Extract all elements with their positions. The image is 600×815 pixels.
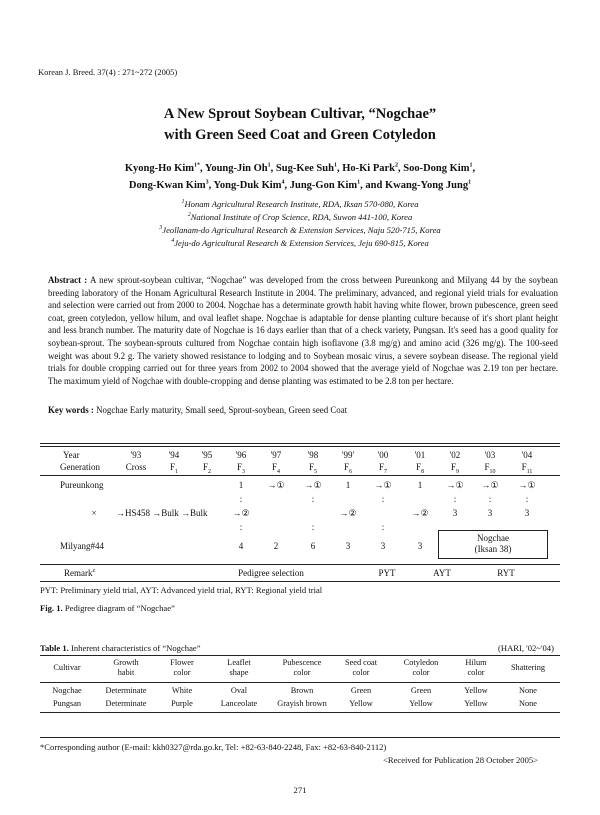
table-header-line: color xyxy=(173,668,191,677)
table-bottom-rule xyxy=(40,712,560,713)
author-affiliation-mark: 1 xyxy=(333,162,337,169)
table-cell: Brown xyxy=(290,686,314,695)
received-date: <Received for Publication 28 October 2005> xyxy=(383,755,539,765)
result-name: Nogchae xyxy=(477,533,509,543)
table-header-line: shape xyxy=(229,668,249,677)
paper-title-line-1: A New Sprout Soybean Cultivar, “Nogchae” xyxy=(163,106,437,122)
pedigree-top-rule xyxy=(40,443,560,444)
parent2-cell: 6 xyxy=(310,541,316,551)
author-affiliation-mark: 1* xyxy=(194,162,201,169)
author-affiliation-mark: 3 xyxy=(205,179,209,186)
table-header-line: Cultivar xyxy=(53,663,81,672)
author-separator: , xyxy=(270,163,276,174)
cross-row-cell: 3 xyxy=(487,508,493,518)
keywords-text: Nogchae Early maturity, Small seed, Sprout-soybean, Green seed Coat xyxy=(96,405,348,415)
table-cell: None xyxy=(519,699,537,708)
author-separator: , xyxy=(398,163,404,174)
table-cell: Green xyxy=(410,686,432,695)
author-separator: , xyxy=(336,163,343,174)
generation-cell: $F_{11}$ xyxy=(521,462,533,475)
colon-mark: : xyxy=(239,522,243,532)
year-cell: '93 xyxy=(130,450,142,460)
year-cell: '94 xyxy=(168,450,180,460)
generation-cell: $F_5$ xyxy=(308,462,317,475)
table-source: (HARI, '02~'04) xyxy=(498,643,554,653)
author-name: Soo-Dong Kim xyxy=(403,163,470,174)
table-cell: Purple xyxy=(171,699,193,708)
author-name: Kyong-Ho Kim xyxy=(124,163,195,174)
table-header-line: Growth xyxy=(113,658,139,667)
table-cell: Nogchae xyxy=(52,686,82,695)
author-affiliation-mark: 1 xyxy=(267,162,271,169)
abstract-label: Abstract : xyxy=(48,275,88,285)
cross-row-cell: →② xyxy=(411,508,429,518)
pedigree-bottom-rule xyxy=(40,581,560,582)
affiliation-3: $^3$Jeollanam-do Agricultural Research & Extension Services, Naju 520-715, Korea xyxy=(159,225,441,235)
table-header-line: Flower xyxy=(170,658,194,667)
affiliation-4: $^4$Jeju-do Agricultural Research & Extension Services, Jeju 690-815, Korea xyxy=(171,238,429,248)
pedigree-note: PYT: Preliminary yield trial, AYT: Advanced yield trial, RYT: Regional yield trial xyxy=(40,585,323,595)
generation-cell: $F_{10}$ xyxy=(484,462,496,475)
pedigree-remark-rule xyxy=(40,564,560,565)
author-affiliation-mark: 1 xyxy=(468,179,472,186)
year-cell: '00 xyxy=(377,450,389,460)
pedigree-header-rule xyxy=(40,475,560,476)
year-cell: '01 xyxy=(414,450,426,460)
abstract-text: A new sprout-soybean cultivar, “Nogchae” was developed from the cross between Pureunkong and Milyang 44 by the soybean breeding laboratory of the Honam Agricultural Research Institute in 2004. The preliminary, advanced, and regional yield trials for evaluation and selection were carried out from 2000 to 2004. Nogchae has a determinate growth habit having white flower, brown pubescence, green seed coat, green cotyledon, yellow hilum, and oval leaflet shape. Nogchae is adaptable for dense planting culture because of it's short plant height and less branch number. The maturity date of Nogchae is 16 days earlier than that of a check variety, Pungsan. It's seed has a good quality for soybean-sprout. The soybean-sprouts cultured from Nogchae contain high isoflavone (3.8 mg/g) and amino acid (326 mg/g). The 100-seed weight was about 9.2 g. The variety showed resistance to lodging and to Soybean mosaic virus, a severe soybean disease. The regional yield trials for double cropping carried out for three years from 2002 to 2004 showed that the average yield of Nogchae was 2.19 ton per hectare. The maximum yield of Nogchae with double-cropping and dense planting was estimated to be 2.8 ton per hectare. xyxy=(48,275,558,386)
generation-cell: $F_7$ xyxy=(378,462,387,475)
paper-title-line-2: with Green Seed Coat and Green Cotyledon xyxy=(164,127,436,143)
result-alias: (Iksan 38) xyxy=(474,544,512,554)
table-cell: Grayish brown xyxy=(277,699,327,708)
parent2-cell: 4 xyxy=(238,541,244,551)
cross-row-cell: →② xyxy=(232,508,250,518)
colon-mark: : xyxy=(381,522,385,532)
remark-pedigree-selection: Pedigree selection xyxy=(238,568,304,578)
author-affiliation-mark: 4 xyxy=(281,179,285,186)
parent1-cell: →① xyxy=(267,480,285,490)
table-cell: Determinate xyxy=(105,699,147,708)
author-name: Young-Jin Oh xyxy=(204,163,268,174)
page-number: 271 xyxy=(293,785,307,795)
table-cell: Lanceolate xyxy=(220,699,258,708)
parent1-cell: 1 xyxy=(238,480,244,490)
affiliation-1: $^1$Honam Agricultural Research Institute, RDA, Iksan 570-080, Korea xyxy=(181,199,419,209)
table-cell: White xyxy=(171,686,193,695)
cross-symbol: × xyxy=(91,508,97,518)
generation-cell: $F_4$ xyxy=(271,462,280,475)
generation-cell: $F_2$ xyxy=(202,462,211,475)
author-separator: , xyxy=(472,163,476,174)
generation-cell: $F_8$ xyxy=(415,462,424,475)
parent1-cell: 1 xyxy=(345,480,351,490)
author-affiliation-mark: 1 xyxy=(357,179,361,186)
table-cell: Determinate xyxy=(105,686,147,695)
parent1-cell: →① xyxy=(446,480,464,490)
parent1-cell: →① xyxy=(304,480,322,490)
table-header-line: color xyxy=(352,668,370,677)
author-name: Yong-Duk Kim xyxy=(213,180,282,191)
table-header-line: Shattering xyxy=(510,663,546,672)
table-header-line: color xyxy=(467,668,485,677)
cross-row-cell: 3 xyxy=(524,508,530,518)
year-cell: '04 xyxy=(521,450,533,460)
remark-ayt: AYT xyxy=(433,568,451,578)
generation-cell: Cross xyxy=(125,462,147,472)
table-cell: Yellow xyxy=(464,686,488,695)
table-cell: Green xyxy=(350,686,372,695)
author-separator: , xyxy=(208,180,214,191)
nogchae-result-box xyxy=(438,530,548,559)
author-name: Ho-Ki Park xyxy=(342,163,395,174)
table-cell: Yellow xyxy=(409,699,433,708)
remark-ryt: RYT xyxy=(497,568,515,578)
table-header-line: Seed coat xyxy=(344,658,378,667)
author-line-2 xyxy=(0,180,600,191)
year-cell: '98 xyxy=(307,450,319,460)
affiliation-2: $^2$National Institute of Crop Science, RDA, Suwon 441-100, Korea xyxy=(187,212,413,222)
parent1-cell: 1 xyxy=(417,480,423,490)
table-header-line: habit xyxy=(117,668,135,677)
table-header-line: color xyxy=(293,668,311,677)
table-header-cell xyxy=(204,658,274,678)
author-separator: , and xyxy=(360,180,385,191)
table-cell: Oval xyxy=(230,686,248,695)
parent1-cell: →① xyxy=(374,480,392,490)
figure-caption: Fig. 1. Pedigree diagram of “Nogchae” xyxy=(40,603,175,613)
table-header-line: Leaflet xyxy=(227,658,251,667)
year-cell: '99' xyxy=(341,450,355,460)
year-cell: '03 xyxy=(484,450,496,460)
journal-reference: Korean J. Breed. 37(4) : 271~272 (2005) xyxy=(38,67,178,77)
author-name: Kwang-Yong Jung xyxy=(384,180,469,191)
remark-pyt: PYT xyxy=(378,568,396,578)
parent2-name: Milyang#44 xyxy=(60,541,104,551)
keywords xyxy=(48,405,558,415)
abstract xyxy=(48,274,558,387)
generation-cell: $F_1$ xyxy=(169,462,178,475)
author-separator: , xyxy=(284,180,290,191)
table-caption: Table 1. Inherent characteristics of “Nogchae” xyxy=(40,643,201,653)
colon-mark: : xyxy=(488,494,492,504)
colon-mark: : xyxy=(453,494,457,504)
parent2-cell: 3 xyxy=(380,541,386,551)
table-header-cell xyxy=(493,663,563,673)
author-name: Sug-Kee Suh xyxy=(275,163,334,174)
parent1-cell: →① xyxy=(481,480,499,490)
cross-row-cell: 3 xyxy=(452,508,458,518)
table-cell: Pungsan xyxy=(52,699,82,708)
table-top-rule xyxy=(40,655,560,656)
keywords-label: Key words : xyxy=(48,405,94,415)
author-name: Dong-Kwan Kim xyxy=(128,180,206,191)
year-cell: '97 xyxy=(270,450,282,460)
table-cell: Yellow xyxy=(349,699,373,708)
table-cell: None xyxy=(519,686,537,695)
corresponding-author: *Corresponding author (E-mail: kkh0327@rda.go.kr, Tel: +82-63-840-2248, Fax: +82-63-840-2112) xyxy=(40,742,387,752)
parent1-cell: →① xyxy=(518,480,536,490)
colon-mark: : xyxy=(311,522,315,532)
year-cell: '95 xyxy=(201,450,213,460)
parent2-cell: 3 xyxy=(345,541,351,551)
colon-mark: : xyxy=(239,494,243,504)
table-header-line: Hilum xyxy=(465,658,487,667)
year-cell: '96 xyxy=(235,450,247,460)
remark-label: Remark$^z$ xyxy=(64,568,96,578)
table-header-rule xyxy=(40,682,560,683)
hs-chain: →HS458 →Bulk →Bulk xyxy=(116,508,208,518)
generation-cell: $F_3$ xyxy=(236,462,245,475)
pedigree-top-rule-2 xyxy=(40,446,560,447)
author-affiliation-mark: 1 xyxy=(469,162,473,169)
colon-mark: : xyxy=(311,494,315,504)
author-name: Jung-Gon Kim xyxy=(289,180,358,191)
cross-row-cell: →② xyxy=(339,508,357,518)
table-header-line: Pubescence xyxy=(282,658,322,667)
author-line-1 xyxy=(0,163,600,174)
generation-cell: $F_9$ xyxy=(450,462,459,475)
parent2-cell: 3 xyxy=(417,541,423,551)
table-header-line: color xyxy=(412,668,430,677)
author-separator: , xyxy=(200,163,205,174)
colon-mark: : xyxy=(381,494,385,504)
footnote-rule xyxy=(40,737,560,738)
parent2-cell: 2 xyxy=(273,541,279,551)
year-cell: '02 xyxy=(449,450,461,460)
author-affiliation-mark: 2 xyxy=(395,162,398,169)
colon-mark: : xyxy=(525,494,529,504)
table-cell: Yellow xyxy=(464,699,488,708)
table-header-line: Cotyledon xyxy=(403,658,439,667)
generation-cell: $F_6$ xyxy=(343,462,352,475)
year-label: Year xyxy=(63,450,80,460)
generation-label: Generation xyxy=(60,462,100,472)
parent1-name: Pureunkong xyxy=(60,480,104,490)
